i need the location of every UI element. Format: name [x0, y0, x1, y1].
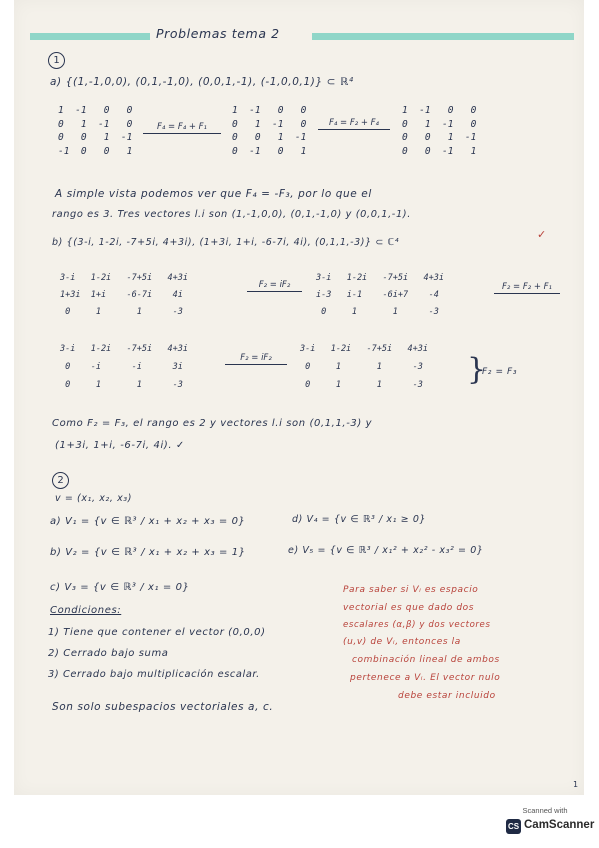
p1-a-op-2: [318, 118, 390, 130]
title-band-right: [312, 33, 574, 40]
p2-note-line-6: pertenece a Vᵢ. El vector nulo: [350, 673, 501, 683]
p1-b-op-1: [247, 280, 302, 292]
p2-condition-1: 1) Tiene que contener el vector (0,0,0): [48, 627, 266, 638]
title-band-left: [30, 33, 150, 40]
p2-note-line-1: Para saber si Vᵢ es espacio: [343, 585, 479, 595]
p2-condition-2: 2) Cerrado bajo suma: [48, 648, 169, 659]
p1-a-op-1-label: F₄ = F₄ + F₁: [157, 122, 207, 132]
p1-a-conclusion-2: rango es 3. Tres vectores l.i son (1,-1,0,0), (0,1,-1,0) y (0,0,1,-1).: [52, 209, 411, 220]
p1-b-statement: b) {(3-i, 1-2i, -7+5i, 4+3i), (1+3i, 1+i, -6-7i, 4i), (0,1,1,-3)} ⊂ ℂ⁴: [52, 237, 400, 248]
p2-note-line-3: escalares (α,β) y dos vectores: [343, 620, 491, 630]
p1-b-conclusion-1: Como F₂ = F₃, el rango es 2 y vectores l.i son (0,1,1,-3) y: [52, 418, 373, 429]
p1-b-op-3-label: F₂ = iF₂: [240, 353, 272, 363]
scanner-badge-caption: Scanned with: [522, 806, 568, 815]
p1-a-op-1: [143, 122, 221, 134]
p2-final: Son solo subespacios vectoriales a, c.: [52, 701, 274, 713]
p2-note-line-4: (u,v) de Vᵢ, entonces la: [343, 637, 461, 647]
p1-b-brace: }: [467, 352, 487, 387]
p1-b-op-2-label: F₂ = F₂ + F₁: [502, 282, 552, 292]
p2-note-line-7: debe estar incluido: [398, 691, 496, 701]
p2-item-b: b) V₂ = {v ∈ ℝ³ / x₁ + x₂ + x₃ = 1}: [50, 547, 246, 558]
scanner-badge: [504, 806, 595, 840]
p2-condition-3: 3) Cerrado bajo multiplicación escalar.: [48, 669, 260, 680]
p2-item-e: e) V₅ = {v ∈ ℝ³ / x₁² + x₂² - x₃² = 0}: [288, 545, 484, 556]
p1-a-statement: a) {(1,-1,0,0), (0,1,-1,0), (0,0,1,-1), (-1,0,0,1)} ⊂ ℝ⁴: [50, 76, 354, 88]
p1-b-check: ✓: [537, 228, 547, 241]
p1-b-op-4: F₂ = F₃: [482, 367, 518, 377]
p1-b-op-1-label: F₂ = iF₂: [258, 280, 291, 290]
page-title: Problemas tema 2: [156, 26, 280, 41]
p2-note-line-2: vectorial es que dado dos: [343, 603, 475, 613]
p1-a-op-2-label: F₄ = F₂ + F₄: [329, 118, 379, 128]
p2-conditions-title: Condiciones:: [50, 605, 122, 616]
p1-a-matrix-3: 1 -1 0 0 0 1 -1 0 0 0 1 -1 0 0 -1 1: [402, 105, 477, 157]
p1-a-matrix-1: 1 -1 0 0 0 1 -1 0 0 0 1 -1 -1 0 0 1: [58, 105, 133, 157]
p2-note-line-5: combinación lineal de ambos: [352, 655, 500, 665]
p2-v-def: v = (x₁, x₂, x₃): [55, 493, 133, 504]
p1-b-matrix-1: 3-i 1-2i -7+5i 4+3i 1+3i 1+i -6-7i 4i 0 1 1 -3: [60, 273, 188, 317]
p1-b-matrix-3: 3-i 1-2i -7+5i 4+3i 0 -i -i 3i 0 1 1 -3: [60, 344, 188, 390]
problem-2-number: 2: [52, 472, 69, 489]
p2-item-a: a) V₁ = {v ∈ ℝ³ / x₁ + x₂ + x₃ = 0}: [50, 516, 246, 527]
p1-b-matrix-4: 3-i 1-2i -7+5i 4+3i 0 1 1 -3 0 1 1 -3: [300, 344, 428, 390]
p1-b-op-3: [225, 353, 287, 365]
page-number: 1: [573, 780, 579, 789]
p1-a-matrix-2: 1 -1 0 0 0 1 -1 0 0 0 1 -1 0 -1 0 1: [232, 105, 307, 157]
problem-1-number: 1: [48, 52, 65, 69]
p2-item-c: c) V₃ = {v ∈ ℝ³ / x₁ = 0}: [50, 582, 190, 593]
scanner-badge-brand: CamScanner: [524, 819, 595, 831]
p1-b-conclusion-2: (1+3i, 1+i, -6-7i, 4i). ✓: [55, 440, 185, 451]
p1-a-conclusion-1: A simple vista podemos ver que F₄ = -F₃, por lo que el: [55, 188, 372, 200]
camscanner-logo-icon: CS: [506, 819, 521, 834]
p2-item-d: d) V₄ = {v ∈ ℝ³ / x₁ ≥ 0}: [292, 514, 427, 525]
p1-b-op-2: [494, 282, 560, 294]
p1-b-matrix-2: 3-i 1-2i -7+5i 4+3i i-3 i-1 -6i+7 -4 0 1 1 -3: [316, 273, 444, 317]
